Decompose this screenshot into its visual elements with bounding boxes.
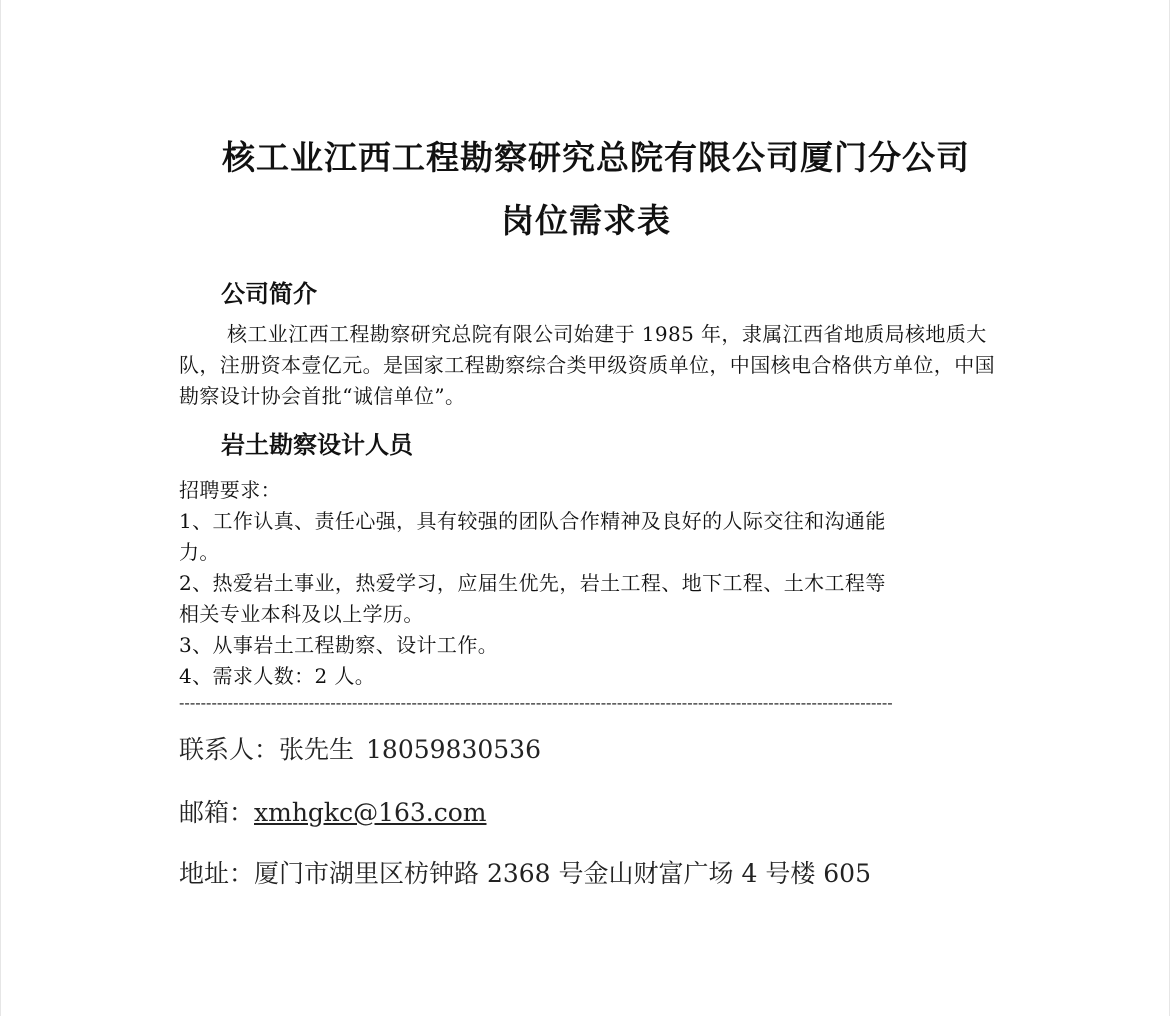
contact-address-label: 地址： bbox=[179, 859, 255, 888]
requirement-4: 4、需求人数：2 人。 bbox=[179, 664, 376, 688]
requirement-2-line-1: 2、热爱岩土事业，热爱学习，应届生优先，岩土工程、地下工程、土木工程等 bbox=[179, 571, 886, 595]
dashed-divider: ------------------------------------------------------------------------------------------------------------------------------------ bbox=[179, 693, 893, 712]
contact-person-row bbox=[179, 733, 541, 767]
document-title-line-2: 岗位需求表 bbox=[501, 201, 671, 240]
contact-email-link[interactable]: xmhgkc@163.com bbox=[254, 798, 487, 827]
contact-person-label: 联系人： bbox=[179, 735, 280, 764]
company-intro-text: 核工业江西工程勘察研究总院有限公司始建于 1985 年，隶属江西省地质局核地质大队，注册资本壹亿元。是国家工程勘察综合类甲级资质单位，中国核电合格供方单位，中国勘察设计协会首批“诚信单位”。 bbox=[179, 322, 995, 408]
requirement-2-line-2: 相关专业本科及以上学历。 bbox=[179, 602, 424, 626]
requirement-3: 3、从事岩土工程勘察、设计工作。 bbox=[179, 633, 499, 657]
document-title-line-1: 核工业江西工程勘察研究总院有限公司厦门分公司 bbox=[222, 138, 970, 177]
contact-address: 厦门市湖里区枋钟路 2368 号金山财富广场 4 号楼 605 bbox=[254, 859, 871, 888]
contact-email-row bbox=[179, 796, 487, 830]
requirements-label: 招聘要求： bbox=[179, 478, 281, 502]
contact-person-name: 张先生 bbox=[279, 735, 355, 764]
position-heading: 岩土勘察设计人员 bbox=[221, 431, 413, 459]
requirement-1-line-2: 力。 bbox=[179, 540, 220, 564]
requirement-1-line-1: 1、工作认真、责任心强，具有较强的团队合作精神及良好的人际交往和沟通能 bbox=[179, 509, 886, 533]
contact-email-label: 邮箱： bbox=[179, 798, 255, 827]
contact-address-row bbox=[179, 857, 871, 891]
contact-phone: 18059830536 bbox=[366, 735, 541, 764]
company-intro-heading: 公司简介 bbox=[221, 280, 317, 308]
